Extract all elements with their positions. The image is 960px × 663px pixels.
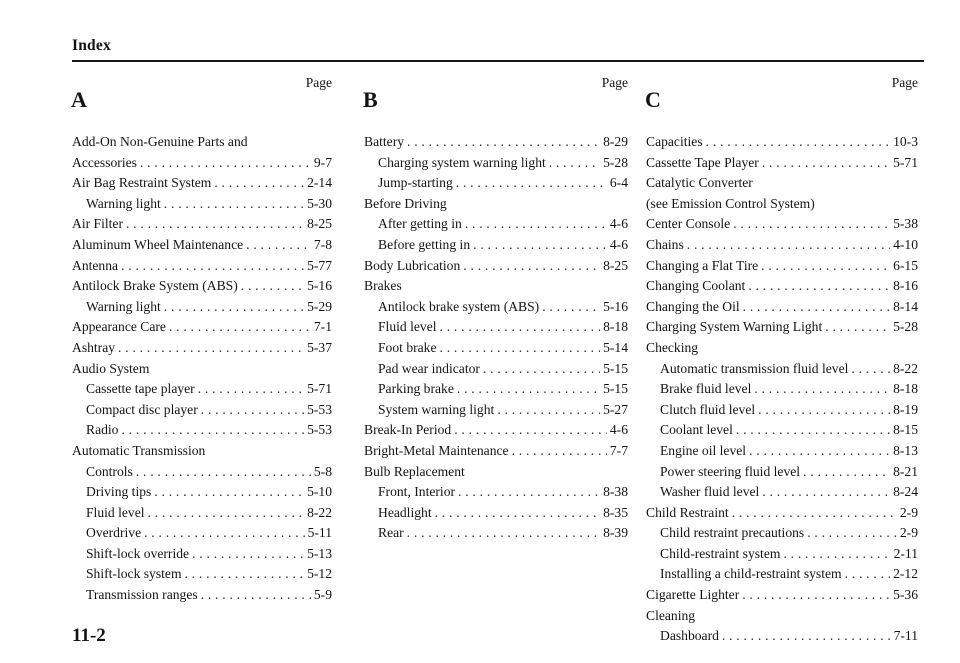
dot-leader xyxy=(407,132,600,153)
index-entries xyxy=(646,132,918,647)
page-column-label: Page xyxy=(601,75,628,90)
index-term: Changing the Oil xyxy=(646,298,740,314)
dot-leader xyxy=(185,564,305,585)
index-entry xyxy=(72,214,332,235)
index-entry xyxy=(364,359,628,380)
index-term: Engine oil level xyxy=(660,442,747,458)
index-term: Power steering fluid level xyxy=(660,463,801,479)
index-entry xyxy=(364,503,628,524)
dot-leader xyxy=(743,297,890,318)
index-entry xyxy=(364,235,628,256)
footer-page-number: 11-2 xyxy=(72,625,106,646)
index-page-ref: 5-53 xyxy=(307,401,332,417)
index-page-ref: 8-35 xyxy=(603,504,628,520)
index-term: Jump-starting xyxy=(378,175,453,191)
dot-leader xyxy=(762,482,890,503)
dot-leader xyxy=(121,420,304,441)
index-term: Headlight xyxy=(378,504,432,520)
index-entry xyxy=(646,462,918,483)
index-page-ref: 5-27 xyxy=(603,401,628,417)
index-page-ref: 5-71 xyxy=(307,381,332,397)
index-entry xyxy=(646,132,918,153)
index-page-ref: 5-15 xyxy=(603,381,628,397)
index-entry xyxy=(72,194,332,215)
index-page-ref: 6-4 xyxy=(609,175,628,191)
index-term: Child-restraint system xyxy=(660,545,781,561)
index-term: Charging system warning light xyxy=(378,154,546,170)
index-entry xyxy=(646,153,918,174)
index-page-ref: 8-16 xyxy=(893,278,918,294)
index-entry xyxy=(72,420,332,441)
index-term: Radio xyxy=(86,422,119,438)
index-entry xyxy=(646,173,918,194)
index-page-ref: 2-12 xyxy=(893,566,918,582)
index-page-ref: 8-22 xyxy=(893,360,918,376)
index-entry xyxy=(646,338,918,359)
index-page-ref: 5-16 xyxy=(307,278,332,294)
index-term: Controls xyxy=(86,463,133,479)
index-term: Antenna xyxy=(72,257,119,273)
index-entry xyxy=(72,503,332,524)
index-page-ref: 5-14 xyxy=(603,339,628,355)
dot-leader xyxy=(246,235,311,256)
index-entry xyxy=(646,276,918,297)
index-entry xyxy=(72,585,332,606)
index-entry xyxy=(364,420,628,441)
index-term: Air Bag Restraint System xyxy=(72,175,212,191)
dot-leader xyxy=(732,503,897,524)
dot-leader xyxy=(126,214,304,235)
index-entry xyxy=(646,420,918,441)
index-entry xyxy=(72,462,332,483)
dot-leader xyxy=(463,256,600,277)
dot-leader xyxy=(851,359,890,380)
index-term: Pad wear indicator xyxy=(378,360,480,376)
index-term: Driving tips xyxy=(86,484,152,500)
index-page-ref: 8-25 xyxy=(307,216,332,232)
index-page-ref: 8-29 xyxy=(603,134,628,149)
dot-leader xyxy=(457,379,600,400)
index-page-ref: 5-8 xyxy=(313,463,332,479)
index-entry xyxy=(364,276,628,297)
index-entry xyxy=(364,400,628,421)
dot-leader xyxy=(687,235,890,256)
dot-leader xyxy=(201,400,304,421)
index-page-ref: 8-25 xyxy=(603,257,628,273)
index-page-ref: 8-15 xyxy=(893,422,918,438)
dot-leader xyxy=(542,297,600,318)
index-term: Foot brake xyxy=(378,339,437,355)
index-column-b xyxy=(364,74,628,544)
index-page-ref: 8-13 xyxy=(893,442,918,458)
dot-leader xyxy=(758,400,890,421)
index-page-ref: 2-11 xyxy=(893,545,918,561)
index-page-ref: 5-29 xyxy=(307,298,332,314)
dot-leader xyxy=(456,173,607,194)
index-term: Overdrive xyxy=(86,525,142,541)
index-page-ref: 5-16 xyxy=(603,298,628,314)
index-term: Fluid level xyxy=(378,319,437,335)
index-page-ref: 7-8 xyxy=(313,236,332,252)
index-term: Washer fluid level xyxy=(660,484,760,500)
index-term: Checking xyxy=(646,339,699,355)
index-entry xyxy=(646,379,918,400)
index-term: Before Driving xyxy=(364,195,447,211)
index-term: Bulb Replacement xyxy=(364,463,465,479)
index-term: Appearance Care xyxy=(72,319,166,335)
dot-leader xyxy=(762,153,890,174)
index-term: Brakes xyxy=(364,278,402,294)
index-entry xyxy=(72,441,332,462)
header-title: Index xyxy=(72,37,111,54)
index-term: Accessories xyxy=(72,154,137,170)
dot-leader xyxy=(783,544,890,565)
index-term: Automatic Transmission xyxy=(72,442,206,458)
dot-leader xyxy=(148,503,305,524)
index-term: Battery xyxy=(364,134,405,149)
index-entry xyxy=(364,317,628,338)
index-entry xyxy=(364,132,628,153)
index-entry xyxy=(72,564,332,585)
index-term: System warning light xyxy=(378,401,495,417)
index-term: Compact disc player xyxy=(86,401,198,417)
page-column-label: Page xyxy=(891,75,918,90)
index-term: Cigarette Lighter xyxy=(646,587,740,603)
dot-leader xyxy=(845,564,890,585)
index-term: Changing a Flat Tire xyxy=(646,257,759,273)
dot-leader xyxy=(465,214,607,235)
index-term: Cassette tape player xyxy=(86,381,195,397)
index-page-ref: 5-28 xyxy=(603,154,628,170)
index-entry xyxy=(646,544,918,565)
index-entry xyxy=(72,523,332,544)
index-page-ref: 6-15 xyxy=(893,257,918,273)
index-page-ref: 5-38 xyxy=(893,216,918,232)
dot-leader xyxy=(154,482,304,503)
index-entry xyxy=(646,585,918,606)
dot-leader xyxy=(512,441,607,462)
dot-leader xyxy=(407,523,600,544)
index-entry xyxy=(72,338,332,359)
index-page-ref: 5-37 xyxy=(307,339,332,355)
index-page-ref: 9-7 xyxy=(313,154,332,170)
index-term: Air Filter xyxy=(72,216,123,232)
index-entry xyxy=(646,297,918,318)
index-entry xyxy=(364,482,628,503)
index-column-c xyxy=(646,74,918,647)
index-entry xyxy=(364,194,628,215)
index-entry xyxy=(364,256,628,277)
index-page-ref: 5-28 xyxy=(893,319,918,335)
index-term: Center Console xyxy=(646,216,731,232)
index-page-ref: 8-22 xyxy=(307,504,332,520)
index-entry xyxy=(72,132,332,153)
index-term: Charging System Warning Light xyxy=(646,319,823,335)
index-term: Ashtray xyxy=(72,339,116,355)
index-page-ref: 8-19 xyxy=(893,401,918,417)
index-entry xyxy=(364,214,628,235)
dot-leader xyxy=(736,420,890,441)
dot-leader xyxy=(497,400,600,421)
index-term: Brake fluid level xyxy=(660,381,752,397)
dot-leader xyxy=(201,585,311,606)
index-term: Rear xyxy=(378,525,404,541)
index-entry xyxy=(72,379,332,400)
index-term: Child Restraint xyxy=(646,504,729,520)
index-entry xyxy=(646,523,918,544)
index-page-ref: 5-71 xyxy=(893,154,918,170)
index-term: Dashboard xyxy=(660,628,719,644)
index-term: Capacities xyxy=(646,134,703,149)
dot-leader xyxy=(144,523,304,544)
page-column-label: Page xyxy=(305,75,332,90)
index-term: Warning light xyxy=(86,195,161,211)
index-entry xyxy=(72,256,332,277)
index-page-ref: 2-9 xyxy=(899,504,918,520)
index-entry xyxy=(646,441,918,462)
index-term: Bright-Metal Maintenance xyxy=(364,442,509,458)
index-entries xyxy=(72,132,332,606)
dot-leader xyxy=(483,359,600,380)
index-term: Coolant level xyxy=(660,422,733,438)
dot-leader xyxy=(549,153,600,174)
dot-leader xyxy=(241,276,304,297)
index-term: Fluid level xyxy=(86,504,145,520)
index-term: Aluminum Wheel Maintenance xyxy=(72,236,244,252)
index-page-ref: 5-11 xyxy=(307,525,332,541)
index-page-ref: 5-53 xyxy=(307,422,332,438)
index-entry xyxy=(364,297,628,318)
index-page-ref: 7-11 xyxy=(893,628,918,644)
index-page-ref: 8-39 xyxy=(603,525,628,541)
index-page-ref: 8-24 xyxy=(893,484,918,500)
index-page-ref: 7-7 xyxy=(609,442,628,458)
index-page-ref: 2-14 xyxy=(307,175,332,191)
index-term: (see Emission Control System) xyxy=(646,195,815,211)
index-term: Warning light xyxy=(86,298,161,314)
index-term: Transmission ranges xyxy=(86,587,198,603)
index-page-ref: 5-36 xyxy=(893,587,918,603)
index-entry xyxy=(364,523,628,544)
dot-leader xyxy=(706,132,890,153)
index-page-ref: 5-10 xyxy=(307,484,332,500)
index-term: Audio System xyxy=(72,360,150,376)
index-entry xyxy=(646,564,918,585)
dot-leader xyxy=(136,462,311,483)
index-entry xyxy=(646,194,918,215)
index-page-ref: 5-12 xyxy=(307,566,332,582)
dot-leader xyxy=(121,256,304,277)
dot-leader xyxy=(807,523,897,544)
dot-leader xyxy=(198,379,304,400)
dot-leader xyxy=(749,441,890,462)
index-entry xyxy=(646,606,918,627)
index-term: Catalytic Converter xyxy=(646,175,753,191)
index-page-ref: 7-1 xyxy=(313,319,332,335)
index-entry xyxy=(646,214,918,235)
index-entry xyxy=(72,482,332,503)
dot-leader xyxy=(458,482,600,503)
index-page-ref: 8-21 xyxy=(893,463,918,479)
dot-leader xyxy=(140,153,311,174)
index-term: Installing a child-restraint system xyxy=(660,566,842,582)
index-entry xyxy=(646,256,918,277)
index-entry xyxy=(646,626,918,647)
index-entry xyxy=(646,317,918,338)
dot-leader xyxy=(118,338,304,359)
index-entry xyxy=(72,235,332,256)
index-term: Automatic transmission fluid level xyxy=(660,360,849,376)
index-term: Chains xyxy=(646,236,684,252)
dot-leader xyxy=(742,585,890,606)
dot-leader xyxy=(722,626,891,647)
dot-leader xyxy=(825,317,890,338)
index-page-ref: 4-6 xyxy=(609,422,628,438)
index-term: Child restraint precautions xyxy=(660,525,805,541)
index-entry xyxy=(72,297,332,318)
dot-leader xyxy=(169,317,311,338)
header-rule xyxy=(72,60,924,62)
dot-leader xyxy=(754,379,890,400)
index-entry xyxy=(646,359,918,380)
index-entry xyxy=(646,235,918,256)
index-term: Clutch fluid level xyxy=(660,401,756,417)
index-page-ref: 5-13 xyxy=(307,545,332,561)
index-term: After getting in xyxy=(378,216,462,232)
dot-leader xyxy=(164,297,304,318)
index-term: Add-On Non-Genuine Parts and xyxy=(72,134,248,149)
index-term: Shift-lock system xyxy=(86,566,182,582)
index-term: Front, Interior xyxy=(378,484,456,500)
index-page-ref: 5-77 xyxy=(307,257,332,273)
dot-leader xyxy=(454,420,607,441)
section-letter: B xyxy=(363,87,378,112)
index-term: Shift-lock override xyxy=(86,545,190,561)
dot-leader xyxy=(748,276,890,297)
dot-leader xyxy=(733,214,890,235)
index-term: Before getting in xyxy=(378,236,471,252)
index-term: Parking brake xyxy=(378,381,454,397)
index-entry xyxy=(72,153,332,174)
index-entry xyxy=(364,462,628,483)
index-entry xyxy=(646,400,918,421)
index-entry xyxy=(72,400,332,421)
index-term: Cleaning xyxy=(646,607,696,623)
dot-leader xyxy=(192,544,304,565)
index-entry xyxy=(646,482,918,503)
index-column-a xyxy=(72,74,332,606)
index-entry xyxy=(72,544,332,565)
index-entry xyxy=(364,153,628,174)
index-page-ref: 5-9 xyxy=(313,587,332,603)
index-page-ref: 8-18 xyxy=(603,319,628,335)
dot-leader xyxy=(803,462,890,483)
index-page-ref: 5-15 xyxy=(603,360,628,376)
dot-leader xyxy=(761,256,890,277)
dot-leader xyxy=(164,194,304,215)
index-term: Cassette Tape Player xyxy=(646,154,759,170)
index-page-ref: 10-3 xyxy=(893,134,918,149)
index-page-ref: 4-10 xyxy=(893,236,918,252)
dot-leader xyxy=(214,173,304,194)
index-entry xyxy=(364,338,628,359)
section-letter: C xyxy=(645,87,661,112)
dot-leader xyxy=(440,317,601,338)
index-entry xyxy=(72,276,332,297)
index-term: Antilock brake system (ABS) xyxy=(378,298,540,314)
index-entry xyxy=(72,173,332,194)
index-entry xyxy=(364,441,628,462)
index-page-ref: 8-14 xyxy=(893,298,918,314)
index-term: Body Lubrication xyxy=(364,257,461,273)
dot-leader xyxy=(440,338,601,359)
section-letter: A xyxy=(71,87,87,112)
index-entry xyxy=(364,173,628,194)
index-page-ref: 8-18 xyxy=(893,381,918,397)
dot-leader xyxy=(473,235,607,256)
index-entry xyxy=(364,379,628,400)
index-entries xyxy=(364,132,628,544)
index-entry xyxy=(72,359,332,380)
index-page-ref: 2-9 xyxy=(899,525,918,541)
dot-leader xyxy=(435,503,600,524)
index-term: Antilock Brake System (ABS) xyxy=(72,278,238,294)
index-term: Changing Coolant xyxy=(646,278,746,294)
index-page-ref: 8-38 xyxy=(603,484,628,500)
index-page-ref: 4-6 xyxy=(609,236,628,252)
index-term: Break-In Period xyxy=(364,422,452,438)
index-page-ref: 5-30 xyxy=(307,195,332,211)
index-page-ref: 4-6 xyxy=(609,216,628,232)
index-entry xyxy=(72,317,332,338)
index-entry xyxy=(646,503,918,524)
